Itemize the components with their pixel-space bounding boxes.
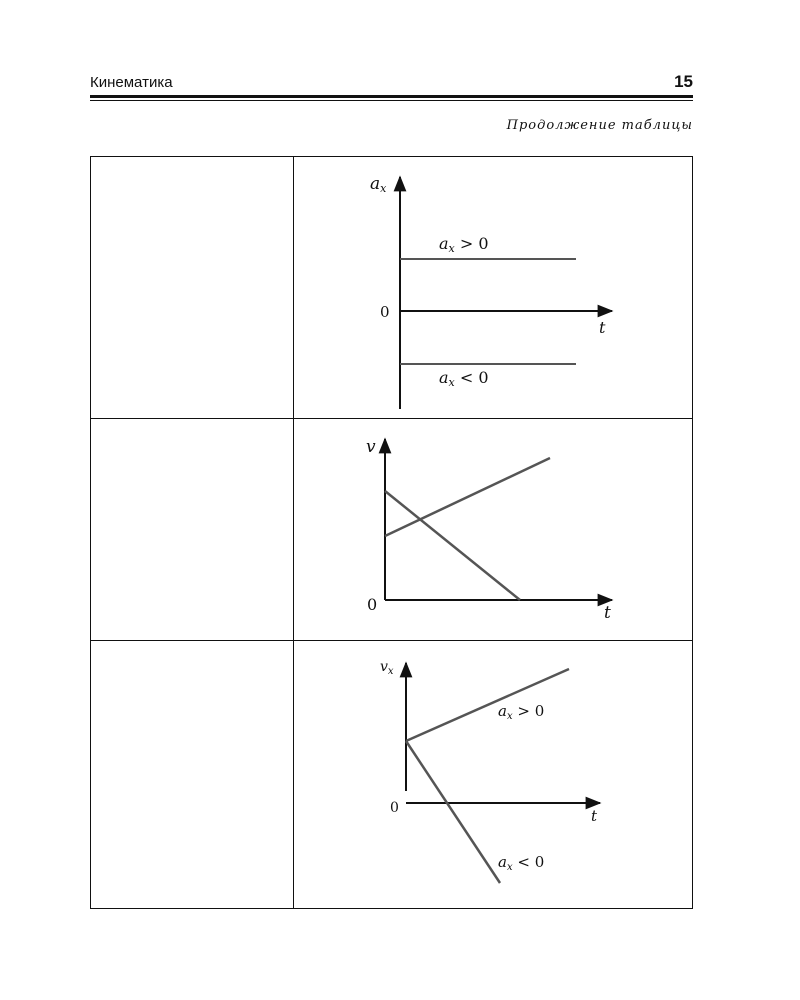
falling-velocity-line [406, 741, 500, 883]
table-cell-empty [91, 157, 294, 418]
section-title: Кинематика [90, 74, 173, 91]
table-row [91, 157, 692, 419]
graphs-table [90, 156, 693, 909]
table-cell-graph [294, 157, 692, 418]
velocity-projection-graph [294, 641, 692, 908]
table-cell-empty [91, 419, 294, 640]
rising-speed-line [385, 458, 550, 536]
y-axis-label: v [366, 437, 376, 457]
x-axis-label: t [604, 603, 611, 623]
origin-label: 0 [367, 595, 378, 614]
page-header [90, 72, 693, 96]
positive-line-label: ax > 0 [439, 234, 489, 255]
header-rule-thin [90, 100, 693, 101]
table-row [91, 419, 692, 641]
header-rule-thick [90, 95, 693, 98]
rising-line-label: $a_x > 0$ [498, 702, 545, 722]
table-continuation-caption: Продолжение таблицы [506, 118, 693, 133]
table-cell-empty [91, 641, 294, 908]
y-axis-label: $v_x$ [380, 659, 394, 677]
table-cell-graph [294, 419, 692, 640]
rising-velocity-line [406, 669, 569, 741]
origin-label: 0 [380, 303, 390, 321]
speed-graph [294, 419, 692, 640]
table-row [91, 641, 692, 908]
x-axis-label: t [599, 318, 606, 337]
x-axis-label: t [591, 807, 598, 825]
negative-line-label: ax < 0 [439, 368, 489, 389]
acceleration-graph [294, 157, 692, 418]
page-number: 15 [674, 72, 693, 91]
table-cell-graph [294, 641, 692, 908]
falling-speed-line [385, 491, 520, 600]
falling-line-label: $a_x < 0$ [498, 853, 545, 873]
origin-label: 0 [390, 800, 399, 816]
y-axis-label: ax [370, 174, 387, 195]
